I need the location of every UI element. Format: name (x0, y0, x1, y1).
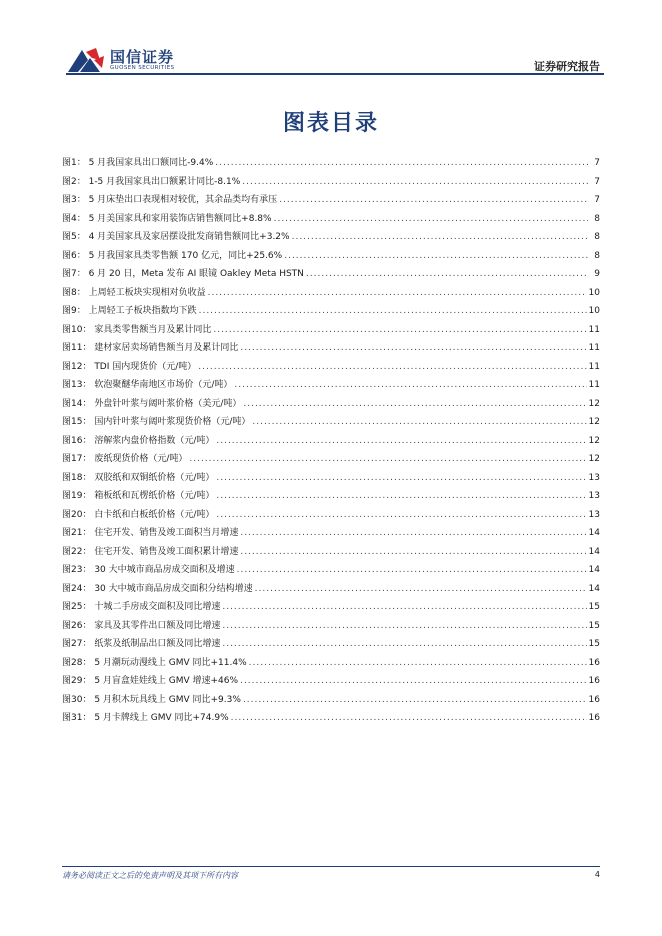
toc-entry[interactable] (62, 211, 600, 230)
toc-leader (198, 362, 586, 372)
toc-entry[interactable] (62, 192, 600, 211)
toc-leader (292, 232, 588, 242)
toc-entry[interactable] (62, 285, 600, 304)
toc-entry-page[interactable]: 16 (588, 713, 600, 723)
toc-leader (240, 676, 586, 686)
toc-entry-page[interactable]: 10 (588, 306, 600, 316)
toc-entry[interactable] (62, 229, 600, 248)
toc-entry-label[interactable]: 图2： 1-5 月我国家具出口额累计同比-8.1% (62, 176, 241, 187)
toc-entry-label[interactable]: 图29： 5 月盲盒娃娃线上 GMV 增速+46% (62, 676, 239, 686)
toc-leader (234, 380, 586, 390)
toc-entry[interactable] (62, 322, 600, 341)
toc-entry-label[interactable]: 图13： 软泡聚醚华南地区市场价（元/吨） (62, 380, 233, 390)
toc-leader (243, 695, 587, 705)
toc-entry-label[interactable]: 图22： 住宅开发、销售及竣工面积累计增速 (62, 546, 239, 557)
report-type-label: 证券研究报告 (534, 60, 600, 73)
toc-entry[interactable] (62, 414, 600, 433)
toc-entry-page[interactable]: 11 (588, 324, 600, 335)
toc-entry[interactable] (62, 599, 600, 618)
toc-entry-label[interactable]: 图3： 5 月床垫出口表现相对较优，其余品类均有承压 (62, 195, 278, 205)
toc-entry-label[interactable]: 图23： 30 大中城市商品房成交面积及增速 (62, 565, 235, 575)
toc-entry[interactable] (62, 636, 600, 655)
toc-entry[interactable] (62, 710, 600, 729)
toc-leader (216, 510, 586, 520)
toc-entry[interactable] (62, 174, 600, 193)
toc-leader (252, 417, 586, 427)
toc-entry-page[interactable]: 13 (588, 472, 600, 483)
toc-entry-label[interactable]: 图8： 上周轻工板块实现相对负收益 (62, 287, 206, 298)
toc-entry-page[interactable]: 16 (588, 657, 600, 668)
footer-divider (62, 866, 600, 867)
toc-entry-page[interactable]: 13 (588, 491, 600, 501)
toc-entry-page[interactable]: 7 (594, 195, 600, 205)
toc-entry-page[interactable]: 12 (588, 398, 600, 409)
toc-entry-label[interactable]: 图10： 家具类零售额当月及累计同比 (62, 324, 212, 335)
toc-entry-page[interactable]: 7 (594, 158, 600, 168)
toc-entry[interactable] (62, 470, 600, 489)
toc-entry-page[interactable]: 12 (588, 454, 600, 464)
toc-entry-label[interactable]: 图17： 废纸现货价格（元/吨） (62, 454, 188, 464)
toc-entry-page[interactable]: 12 (588, 417, 600, 427)
toc-entry[interactable] (62, 507, 600, 526)
toc-entry-label[interactable]: 图7： 6 月 20 日，Meta 发布 AI 眼镜 Oakley Meta HSTN (62, 269, 304, 279)
toc-leader (213, 325, 586, 335)
toc-leader (306, 269, 588, 279)
toc-leader (249, 658, 587, 668)
toc-entry-page[interactable]: 15 (588, 602, 600, 612)
toc-entry-label[interactable]: 图11： 建材家居卖场销售额当月及累计同比 (62, 343, 239, 353)
toc-entry[interactable] (62, 377, 600, 396)
toc-entry-page[interactable]: 14 (588, 546, 600, 557)
toc-entry-page[interactable]: 15 (588, 620, 600, 631)
toc-leader (222, 602, 586, 612)
toc-leader (231, 713, 587, 723)
toc-entry-page[interactable]: 8 (594, 213, 600, 224)
toc-leader (243, 399, 586, 409)
toc-entry[interactable] (62, 488, 600, 507)
toc-entry-label[interactable]: 图19： 箱板纸和瓦楞纸价格（元/吨） (62, 491, 215, 501)
toc-entry-label[interactable]: 图9： 上周轻工子板块指数均下跌 (62, 306, 197, 316)
toc-entry-page[interactable]: 14 (588, 528, 600, 538)
toc-entry[interactable] (62, 266, 600, 285)
toc-leader (279, 195, 588, 205)
toc-leader (216, 473, 586, 483)
toc-entry-label[interactable]: 图6： 5 月我国家具类零售额 170 亿元，同比+25.6% (62, 250, 283, 261)
toc-entry-page[interactable]: 11 (588, 343, 600, 353)
page-header (0, 0, 662, 78)
toc-leader (189, 454, 586, 464)
toc-entry[interactable] (62, 673, 600, 692)
toc-entry-page[interactable]: 16 (588, 694, 600, 705)
figure-toc-list (62, 155, 600, 729)
toc-entry-label[interactable]: 图16： 溶解浆内盘价格指数（元/吨） (62, 435, 215, 446)
page-title: 图表目录 (282, 111, 379, 136)
toc-entry-label[interactable]: 图1： 5 月我国家具出口额同比-9.4% (62, 158, 214, 168)
toc-entry-label[interactable]: 图27： 纸浆及纸制品出口额及同比增速 (62, 639, 221, 649)
guosen-logo-icon (66, 46, 106, 76)
toc-entry-page[interactable]: 11 (588, 361, 600, 372)
toc-entry-label[interactable]: 图20： 白卡纸和白板纸价格（元/吨） (62, 509, 215, 520)
company-logo (66, 46, 186, 76)
toc-leader (240, 528, 586, 538)
footer-disclaimer: 请务必阅读正文之后的免责声明及其项下所有内容 (62, 871, 238, 880)
toc-entry-page[interactable]: 14 (588, 583, 600, 594)
toc-entry[interactable] (62, 340, 600, 359)
toc-leader (255, 584, 587, 594)
toc-entry[interactable] (62, 618, 600, 637)
toc-leader (274, 214, 588, 224)
toc-entry-label[interactable]: 图5： 4 月美国家具及家居摆设批发商销售额同比+3.2% (62, 232, 290, 242)
toc-entry[interactable] (62, 562, 600, 581)
toc-leader (222, 621, 586, 631)
toc-entry-page[interactable]: 16 (588, 676, 600, 686)
toc-leader (240, 343, 586, 353)
toc-entry-page[interactable]: 13 (588, 509, 600, 520)
toc-entry-label[interactable]: 图24： 30 大中城市商品房成交面积分结构增速 (62, 583, 253, 594)
toc-leader (237, 565, 587, 575)
toc-leader (222, 639, 586, 649)
toc-entry-label[interactable]: 图14： 外盘针叶浆与阔叶浆价格（美元/吨） (62, 398, 242, 409)
toc-entry-page[interactable]: 9 (594, 269, 600, 279)
toc-leader (284, 251, 588, 261)
toc-entry-label[interactable]: 图26： 家具及其零件出口额及同比增速 (62, 620, 221, 631)
toc-entry-label[interactable]: 图12： TDI 国内现货价（元/吨） (62, 361, 197, 372)
toc-leader (208, 288, 587, 298)
logo-text-en: GUOSEN SECURITIES (110, 65, 175, 71)
toc-leader (242, 177, 588, 187)
toc-entry-label[interactable]: 图30： 5 月积木玩具线上 GMV 同比+9.3% (62, 694, 241, 705)
toc-entry[interactable] (62, 544, 600, 563)
toc-entry[interactable] (62, 396, 600, 415)
header-divider (66, 73, 604, 75)
page-number: 4 (594, 870, 600, 879)
toc-leader (216, 491, 586, 501)
toc-entry[interactable] (62, 155, 600, 174)
toc-entry-label[interactable]: 图4： 5 月美国家具和家用装饰店销售额同比+8.8% (62, 213, 272, 224)
toc-entry-label[interactable]: 图15： 国内针叶浆与阔叶浆现货价格（元/吨） (62, 417, 251, 427)
toc-entry-label[interactable]: 图21： 住宅开发、销售及竣工面积当月增速 (62, 528, 239, 538)
toc-entry-page[interactable]: 8 (594, 250, 600, 261)
toc-entry[interactable] (62, 303, 600, 322)
toc-entry-page[interactable]: 10 (588, 287, 600, 298)
toc-entry-page[interactable]: 15 (588, 639, 600, 649)
toc-entry-page[interactable]: 8 (594, 232, 600, 242)
toc-entry[interactable] (62, 581, 600, 600)
toc-entry-page[interactable]: 14 (588, 565, 600, 575)
logo-text-cn: 国信证券 (110, 48, 175, 66)
toc-entry[interactable] (62, 451, 600, 470)
toc-entry-label[interactable]: 图28： 5 月潮玩动漫线上 GMV 同比+11.4% (62, 657, 247, 668)
toc-leader (215, 158, 588, 168)
toc-entry-label[interactable]: 图25： 十城二手房成交面积及同比增速 (62, 602, 221, 612)
toc-leader (216, 436, 586, 446)
toc-entry[interactable] (62, 433, 600, 452)
toc-entry[interactable] (62, 692, 600, 711)
toc-entry[interactable] (62, 525, 600, 544)
toc-entry[interactable] (62, 359, 600, 378)
toc-entry-page[interactable]: 7 (594, 176, 600, 187)
toc-entry-label[interactable]: 图31： 5 月卡牌线上 GMV 同比+74.9% (62, 713, 229, 723)
toc-leader (199, 306, 587, 316)
toc-entry[interactable] (62, 248, 600, 267)
toc-entry[interactable] (62, 655, 600, 674)
toc-entry-page[interactable]: 11 (588, 380, 600, 390)
toc-entry-page[interactable]: 12 (588, 435, 600, 446)
toc-entry-label[interactable]: 图18： 双胶纸和双铜纸价格（元/吨） (62, 472, 215, 483)
toc-leader (240, 547, 586, 557)
